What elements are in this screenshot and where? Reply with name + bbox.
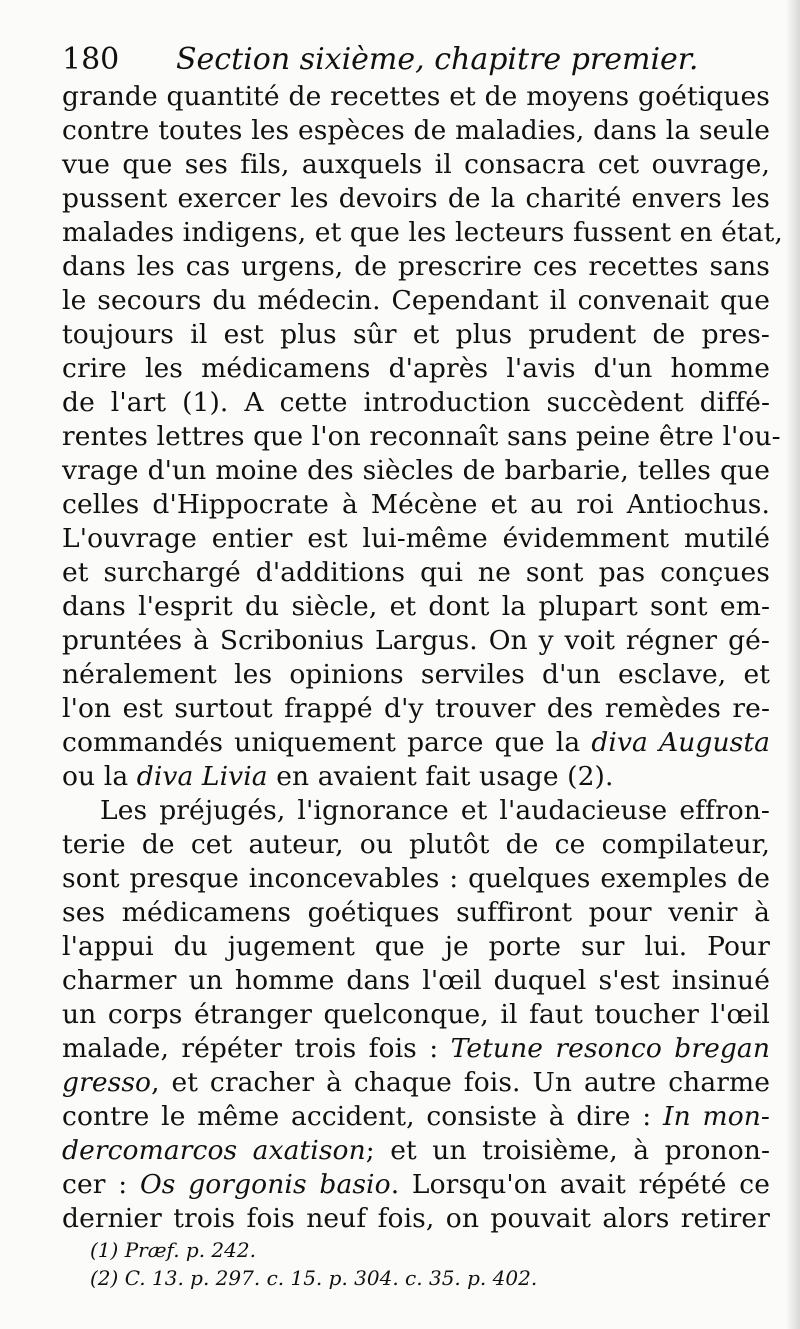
- text-run: . Lorsqu'on avait répété ce: [390, 1169, 770, 1200]
- text-line: [62, 522, 770, 556]
- text-line: [62, 386, 770, 420]
- text-line: [62, 284, 770, 318]
- text-line: [62, 658, 770, 692]
- text-run: un corps étranger quelconque, il faut toucher l'œil: [62, 999, 770, 1030]
- text-run: terie de cet auteur, ou plutôt de ce compilateur,: [62, 829, 770, 860]
- text-run: malade, répéter trois fois :: [62, 1033, 451, 1064]
- footnote: (2) C. 13. p. 297. c. 15. p. 304. c. 35. p. 402.: [90, 1266, 538, 1290]
- text-run: de l'art (1). A cette introduction succèdent diffé-: [62, 387, 770, 418]
- text-run: cer :: [62, 1169, 140, 1200]
- text-line: [62, 318, 770, 352]
- text-line: [62, 1202, 770, 1236]
- text-run: ses médicamens goétiques suffiront pour venir à: [62, 897, 770, 928]
- text-run: malades indigens, et que les lecteurs fussent en état,: [62, 217, 783, 248]
- text-run: ; et un troisième, à pronon-: [365, 1135, 770, 1166]
- text-line: [62, 1168, 770, 1202]
- running-header: [62, 40, 782, 80]
- text-line: [62, 114, 770, 148]
- text-line: [62, 692, 770, 726]
- page-number: 180: [62, 42, 120, 77]
- text-line: [62, 1066, 770, 1100]
- page-gutter-shadow: [786, 0, 800, 1329]
- text-line: [62, 148, 770, 182]
- text-line: [62, 590, 770, 624]
- text-line: [62, 420, 781, 454]
- italic-phrase: diva Augusta: [591, 727, 770, 758]
- text-line: [62, 1032, 770, 1066]
- text-line: [62, 454, 770, 488]
- text-line: [62, 896, 770, 930]
- text-run: en avaient fait usage (2).: [267, 761, 614, 792]
- footnotes: [90, 1236, 690, 1292]
- text-run: vue que ses fils, auxquels il consacra cet ouvrage,: [62, 149, 770, 180]
- text-run: charmer un homme dans l'œil duquel s'est insinué: [62, 965, 770, 996]
- text-run: , et cracher à chaque fois. Un autre charme: [151, 1067, 770, 1098]
- text-line: [62, 1100, 770, 1134]
- text-line: [62, 930, 770, 964]
- text-line: [62, 828, 770, 862]
- text-run: grande quantité de recettes et de moyens goétiques: [62, 81, 770, 112]
- text-run: ou la: [62, 761, 137, 792]
- text-line: [62, 556, 770, 590]
- text-line: [62, 760, 770, 794]
- text-run: sont presque inconcevables : quelques exemples de: [62, 863, 770, 894]
- text-run: pruntées à Scribonius Largus. On y voit régner gé-: [62, 625, 770, 656]
- body-text: [62, 80, 783, 1236]
- text-line: [62, 998, 770, 1032]
- text-line: [62, 862, 770, 896]
- text-line: [62, 80, 770, 114]
- text-run: commandés uniquement parce que la: [62, 727, 592, 758]
- text-run: et surchargé d'additions qui ne sont pas conçues: [62, 557, 770, 588]
- text-run: rentes lettres que l'on reconnaît sans peine être l'ou-: [62, 421, 781, 452]
- text-run: contre toutes les espèces de maladies, dans la seule: [62, 115, 770, 146]
- text-line: [62, 794, 770, 828]
- text-run: pussent exercer les devoirs de la charité envers les: [62, 183, 770, 214]
- italic-phrase: In mon-: [663, 1101, 770, 1132]
- text-run: dans l'esprit du siècle, et dont la plupart sont em-: [62, 591, 770, 622]
- footnote: (1) Præf. p. 242.: [90, 1238, 256, 1262]
- text-run: Les préjugés, l'ignorance et l'audacieuse effron-: [100, 795, 770, 826]
- text-line: [62, 250, 770, 284]
- text-line: [62, 1134, 770, 1168]
- text-run: dernier trois fois neuf fois, on pouvait alors retirer: [62, 1203, 770, 1234]
- text-run: toujours il est plus sûr et plus prudent de pres-: [62, 319, 770, 350]
- text-run: néralement les opinions serviles d'un esclave, et: [62, 659, 770, 690]
- text-run: contre le même accident, consiste à dire :: [62, 1101, 664, 1132]
- italic-phrase: diva Livia: [136, 761, 268, 792]
- text-line: [62, 726, 770, 760]
- text-run: le secours du médecin. Cependant il convenait que: [62, 285, 770, 316]
- italic-phrase: dercomarcos axatison: [62, 1135, 366, 1166]
- text-run: L'ouvrage entier est lui-même évidemment mutilé: [62, 523, 770, 554]
- italic-phrase: Tetune resonco bregan: [450, 1033, 771, 1064]
- text-run: crire les médicamens d'après l'avis d'un homme: [62, 353, 770, 384]
- text-run: dans les cas urgens, de prescrire ces recettes sans: [62, 251, 770, 282]
- italic-phrase: gresso: [62, 1067, 152, 1098]
- text-line: [62, 964, 770, 998]
- text-line: [62, 352, 770, 386]
- text-line: [62, 216, 783, 250]
- running-title: Section sixième, chapitre premier.: [176, 42, 699, 77]
- text-run: l'appui du jugement que je porte sur lui. Pour: [62, 931, 770, 962]
- text-run: vrage d'un moine des siècles de barbarie, telles que: [62, 455, 770, 486]
- text-line: [62, 182, 770, 216]
- text-run: celles d'Hippocrate à Mécène et au roi Antiochus.: [62, 489, 770, 520]
- text-line: [62, 488, 770, 522]
- text-run: l'on est surtout frappé d'y trouver des remèdes re-: [62, 693, 770, 724]
- text-line: [62, 624, 770, 658]
- italic-phrase: Os gorgonis basio: [139, 1169, 391, 1200]
